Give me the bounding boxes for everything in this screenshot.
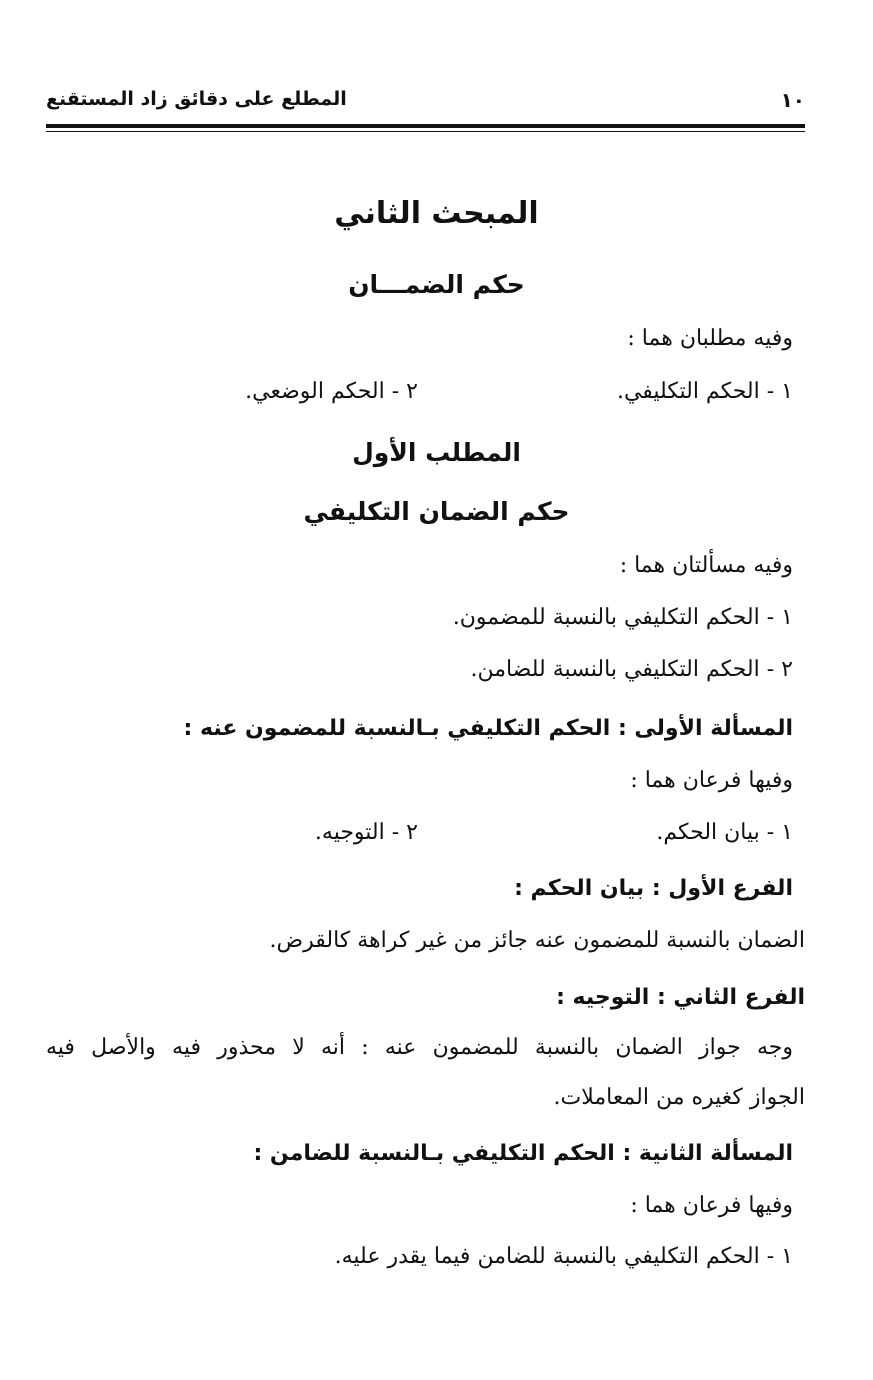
page-header [46, 88, 805, 122]
chapter-item-1: ١ - الحكم التكليفي بالنسبة للمضمون. [452, 605, 793, 630]
chapter-item-2: ٢ - الحكم التكليفي بالنسبة للضامن. [470, 657, 793, 682]
section-item-2: ٢ - الحكم الوضعي. [245, 379, 418, 404]
header-rule-thick [46, 124, 805, 128]
running-title: المطلع على دقائق زاد المستقنع [46, 88, 347, 110]
issue2-heading: المسألة الثانية : الحكم التكليفي بـالنسبة للضامن : [253, 1141, 793, 1166]
issue1-intro: وفيها فرعان هما : [630, 768, 793, 793]
branch1-heading: الفرع الأول : بيان الحكم : [514, 876, 793, 901]
chapter-title: المطلب الأول [352, 438, 521, 467]
page-number: ١٠ [780, 88, 805, 112]
section-item-1: ١ - الحكم التكليفي. [616, 379, 793, 404]
issue1-item-1: ١ - بيان الحكم. [656, 820, 793, 845]
issue1-heading: المسألة الأولى : الحكم التكليفي بـالنسبة للمضمون عنه : [183, 716, 793, 741]
branch2-heading: الفرع الثاني : التوجيه : [556, 985, 805, 1010]
branch1-text: الضمان بالنسبة للمضمون عنه جائز من غير كراهة كالقرض. [269, 928, 805, 953]
issue2-intro: وفيها فرعان هما : [630, 1193, 793, 1218]
issue1-item-2: ٢ - التوجيه. [314, 820, 418, 845]
chapter-subtitle: حكم الضمان التكليفي [303, 497, 570, 526]
branch2-text-line-2: الجواز كغيره من المعاملات. [553, 1085, 805, 1110]
header-rule-thin [46, 131, 805, 132]
chapter-intro: وفيه مسألتان هما : [619, 553, 793, 578]
section-subtitle: حكم الضمـــان [348, 270, 525, 299]
branch2-text-line-1: وجه جواز الضمان بالنسبة للمضمون عنه : أنه لا محذور فيه والأصل فيه [46, 1035, 793, 1060]
issue2-item-1: ١ - الحكم التكليفي بالنسبة للضامن فيما يقدر عليه. [334, 1244, 793, 1269]
section-title: المبحث الثاني [334, 196, 539, 231]
section-intro: وفيه مطلبان هما : [627, 326, 793, 351]
